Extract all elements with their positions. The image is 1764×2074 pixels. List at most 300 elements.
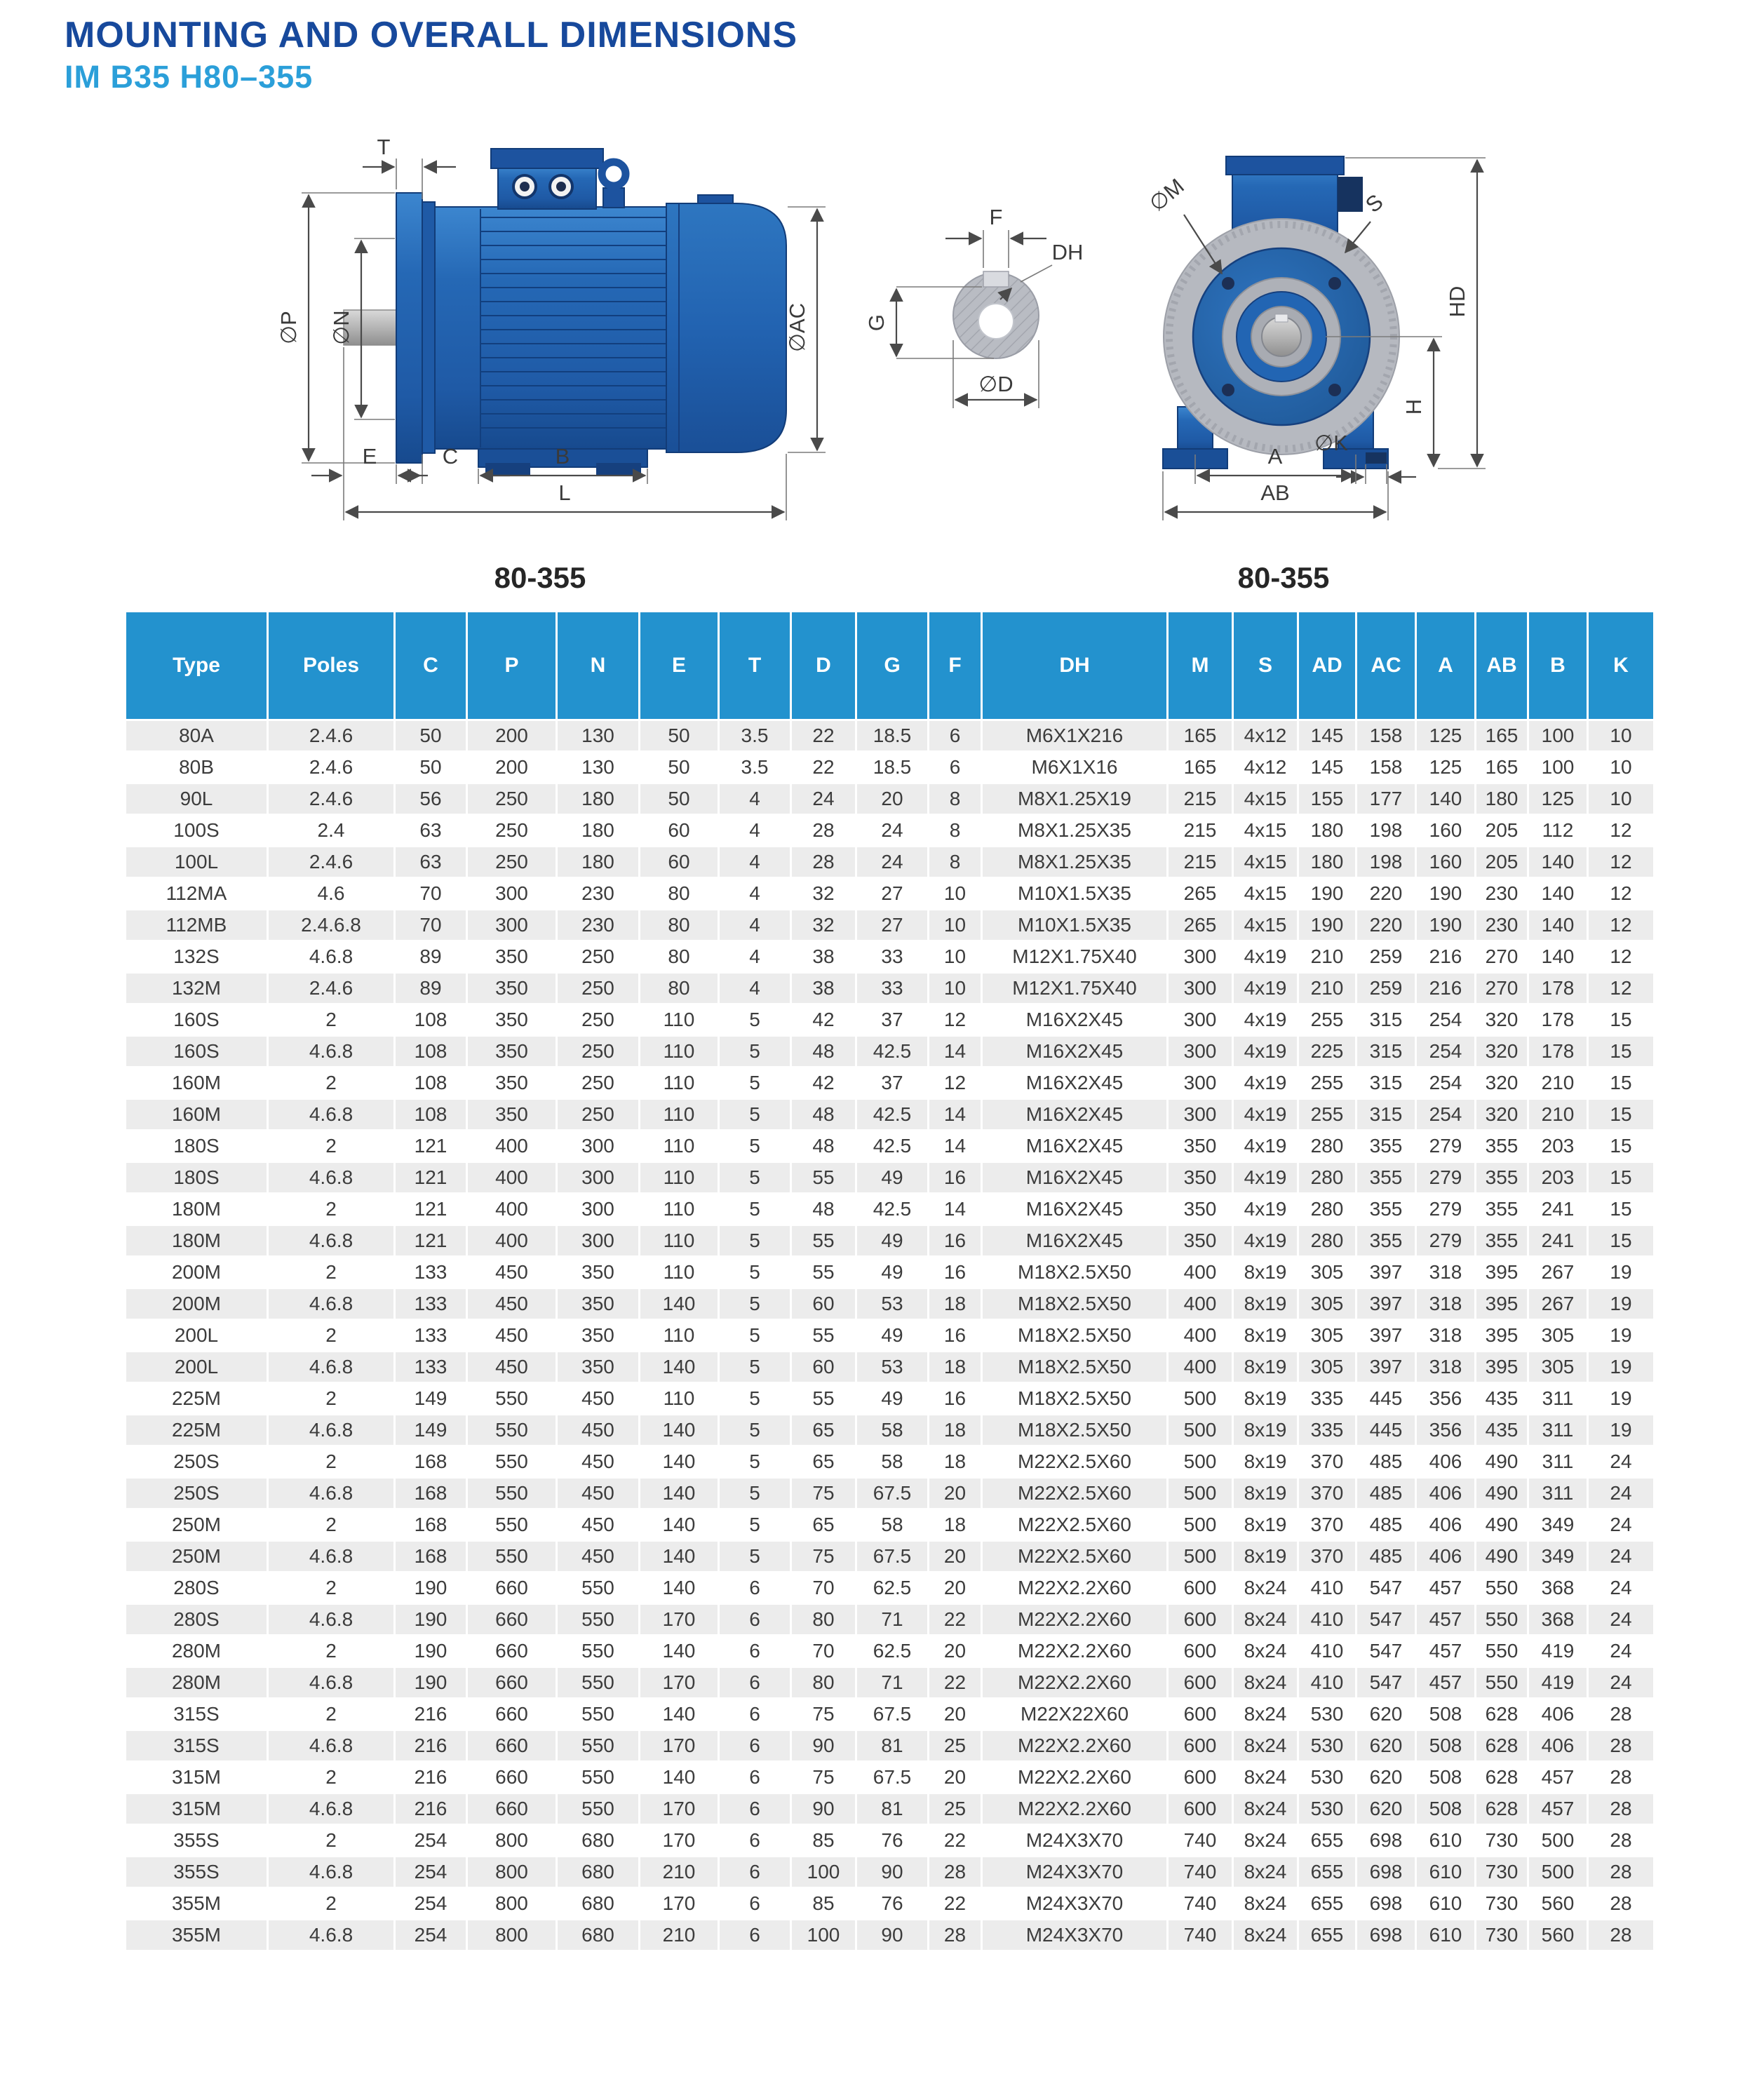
table-cell: 10 — [1589, 753, 1653, 782]
col-header-a: A — [1417, 612, 1474, 719]
table-cell: 110 — [640, 1226, 718, 1255]
table-cell: 19 — [1589, 1321, 1653, 1350]
table-cell: 800 — [468, 1920, 556, 1950]
shaft-detail-drawing — [864, 205, 1083, 408]
table-cell: 4.6 — [269, 879, 393, 908]
table-row — [126, 1889, 1653, 1918]
technical-drawings — [175, 133, 1669, 610]
table-cell: 530 — [1299, 1731, 1355, 1760]
table-cell: 81 — [857, 1731, 927, 1760]
table-cell: 22 — [929, 1889, 981, 1918]
table-row — [126, 942, 1653, 971]
table-cell: 457 — [1529, 1763, 1587, 1792]
table-cell: 49 — [857, 1384, 927, 1413]
table-cell: 628 — [1476, 1794, 1527, 1824]
table-cell: 5 — [720, 1194, 790, 1224]
dim-label-E: E — [362, 444, 377, 469]
table-cell: 53 — [857, 1289, 927, 1319]
table-cell: 4 — [720, 784, 790, 814]
table-cell: 22 — [929, 1826, 981, 1855]
table-cell: M6X1X216 — [983, 721, 1166, 750]
side-view-caption: 80-355 — [494, 561, 586, 594]
table-cell: 89 — [396, 974, 466, 1003]
table-row — [126, 1542, 1653, 1571]
table-cell: 5 — [720, 1163, 790, 1192]
table-cell: 215 — [1169, 847, 1232, 877]
table-cell: 5 — [720, 1415, 790, 1445]
table-cell: 90 — [857, 1920, 927, 1950]
table-cell: 254 — [396, 1889, 466, 1918]
table-cell: 370 — [1299, 1479, 1355, 1508]
table-cell: M16X2X45 — [983, 1163, 1166, 1192]
table-cell: 6 — [929, 753, 981, 782]
table-cell: 160 — [1417, 847, 1474, 877]
table-row — [126, 1194, 1653, 1224]
table-cell: 149 — [396, 1415, 466, 1445]
table-cell: 660 — [468, 1636, 556, 1666]
table-cell: 22 — [929, 1668, 981, 1697]
table-cell: 8x19 — [1234, 1510, 1297, 1540]
table-cell: 530 — [1299, 1794, 1355, 1824]
table-cell: 698 — [1357, 1920, 1415, 1950]
table-cell: 270 — [1476, 974, 1527, 1003]
table-cell: 300 — [1169, 1068, 1232, 1098]
table-cell: 740 — [1169, 1857, 1232, 1887]
table-cell: 90 — [857, 1857, 927, 1887]
table-cell: 355 — [1476, 1226, 1527, 1255]
table-cell: 5 — [720, 1384, 790, 1413]
dim-label-HD: HD — [1445, 285, 1469, 318]
table-cell: 121 — [396, 1226, 466, 1255]
table-cell: M22X2.2X60 — [983, 1668, 1166, 1697]
table-cell: 335 — [1299, 1415, 1355, 1445]
table-cell: 180S — [126, 1163, 267, 1192]
table-cell: M18X2.5X50 — [983, 1289, 1166, 1319]
table-cell: 610 — [1417, 1857, 1474, 1887]
table-cell: 280S — [126, 1573, 267, 1603]
table-cell: 20 — [929, 1573, 981, 1603]
table-cell: 305 — [1529, 1352, 1587, 1382]
table-cell: 24 — [1589, 1668, 1653, 1697]
table-cell: 16 — [929, 1258, 981, 1287]
table-cell: 500 — [1169, 1415, 1232, 1445]
col-header-poles: Poles — [269, 612, 393, 719]
table-row — [126, 784, 1653, 814]
table-cell: 406 — [1529, 1699, 1587, 1729]
table-cell: 4x19 — [1234, 1037, 1297, 1066]
table-cell: 450 — [558, 1384, 638, 1413]
table-cell: 315 — [1357, 1005, 1415, 1035]
table-cell: 730 — [1476, 1857, 1527, 1887]
table-cell: 8x24 — [1234, 1668, 1297, 1697]
table-cell: 108 — [396, 1100, 466, 1129]
table-cell: 280 — [1299, 1194, 1355, 1224]
foot-pad-front — [485, 463, 530, 476]
table-cell: 660 — [468, 1731, 556, 1760]
table-row — [126, 1068, 1653, 1098]
table-cell: 410 — [1299, 1573, 1355, 1603]
table-row — [126, 1447, 1653, 1476]
table-cell: 560 — [1529, 1920, 1587, 1950]
table-cell: 250 — [558, 1068, 638, 1098]
table-cell: 8x24 — [1234, 1636, 1297, 1666]
table-cell: 205 — [1476, 816, 1527, 845]
table-cell: 280S — [126, 1605, 267, 1634]
table-cell: 6 — [720, 1794, 790, 1824]
table-cell: 55 — [792, 1258, 855, 1287]
table-cell: 42 — [792, 1068, 855, 1098]
table-cell: 20 — [929, 1763, 981, 1792]
table-cell: 259 — [1357, 974, 1415, 1003]
col-header-ac: AC — [1357, 612, 1415, 719]
table-cell: 89 — [396, 942, 466, 971]
table-cell: 4x15 — [1234, 816, 1297, 845]
table-cell: 680 — [558, 1889, 638, 1918]
table-cell: 4x12 — [1234, 753, 1297, 782]
table-cell: 14 — [929, 1131, 981, 1161]
table-row — [126, 1794, 1653, 1824]
table-cell: 42 — [792, 1005, 855, 1035]
table-cell: 406 — [1417, 1510, 1474, 1540]
table-cell: 112 — [1529, 816, 1587, 845]
table-cell: 660 — [468, 1794, 556, 1824]
table-cell: 508 — [1417, 1731, 1474, 1760]
table-cell: 76 — [857, 1826, 927, 1855]
table-cell: 71 — [857, 1605, 927, 1634]
table-cell: 300 — [1169, 1037, 1232, 1066]
table-cell: 15 — [1589, 1194, 1653, 1224]
table-cell: 24 — [1589, 1447, 1653, 1476]
table-cell: 355M — [126, 1889, 267, 1918]
eyebolt — [602, 162, 626, 186]
table-cell: 6 — [720, 1636, 790, 1666]
table-row — [126, 1636, 1653, 1666]
table-cell: 178 — [1529, 1005, 1587, 1035]
table-cell: 190 — [1417, 910, 1474, 940]
table-cell: 2 — [269, 1068, 393, 1098]
table-row — [126, 1384, 1653, 1413]
table-cell: 5 — [720, 1131, 790, 1161]
col-header-t: T — [720, 612, 790, 719]
table-cell: 4.6.8 — [269, 1289, 393, 1319]
table-cell: 4x15 — [1234, 784, 1297, 814]
table-cell: M24X3X70 — [983, 1857, 1166, 1887]
table-cell: 2 — [269, 1447, 393, 1476]
table-cell: 450 — [558, 1415, 638, 1445]
table-cell: M16X2X45 — [983, 1194, 1166, 1224]
table-cell: 180M — [126, 1194, 267, 1224]
table-cell: 220 — [1357, 879, 1415, 908]
table-cell: 550 — [468, 1479, 556, 1508]
table-cell: 318 — [1417, 1352, 1474, 1382]
table-cell: 300 — [558, 1131, 638, 1161]
table-cell: M18X2.5X50 — [983, 1415, 1166, 1445]
table-cell: 140 — [640, 1542, 718, 1571]
table-cell: 55 — [792, 1321, 855, 1350]
table-cell: 210 — [1299, 974, 1355, 1003]
table-cell: 350 — [1169, 1131, 1232, 1161]
front-view-caption: 80-355 — [1237, 561, 1330, 594]
table-cell: 350 — [558, 1352, 638, 1382]
table-cell: 4.6.8 — [269, 1920, 393, 1950]
table-cell: M16X2X45 — [983, 1131, 1166, 1161]
table-cell: 250 — [558, 942, 638, 971]
table-cell: 560 — [1529, 1889, 1587, 1918]
table-cell: 4 — [720, 942, 790, 971]
table-cell: 10 — [1589, 721, 1653, 750]
table-cell: 140 — [640, 1763, 718, 1792]
table-cell: 547 — [1357, 1636, 1415, 1666]
flange — [396, 193, 422, 463]
table-cell: 547 — [1357, 1668, 1415, 1697]
table-cell: 4.6.8 — [269, 1857, 393, 1887]
table-cell: 550 — [558, 1636, 638, 1666]
table-cell: 49 — [857, 1163, 927, 1192]
table-cell: 355 — [1357, 1226, 1415, 1255]
table-cell: 19 — [1589, 1289, 1653, 1319]
table-cell: 4x19 — [1234, 974, 1297, 1003]
table-cell: 190 — [1299, 910, 1355, 940]
table-row — [126, 1100, 1653, 1129]
table-cell: 6 — [720, 1763, 790, 1792]
table-cell: 190 — [396, 1636, 466, 1666]
table-cell: 300 — [558, 1194, 638, 1224]
table-cell: 485 — [1357, 1542, 1415, 1571]
table-cell: 406 — [1417, 1479, 1474, 1508]
table-cell: 300 — [1169, 1005, 1232, 1035]
dim-label-B: B — [555, 444, 570, 469]
table-row — [126, 816, 1653, 845]
table-cell: 500 — [1169, 1542, 1232, 1571]
table-cell: 5 — [720, 1510, 790, 1540]
table-cell: 680 — [558, 1857, 638, 1887]
table-cell: 255 — [1299, 1005, 1355, 1035]
table-cell: 145 — [1299, 721, 1355, 750]
table-cell: 22 — [929, 1605, 981, 1634]
dim-label-AC: ∅AC — [785, 302, 809, 353]
table-cell: 265 — [1169, 879, 1232, 908]
table-cell: 16 — [929, 1163, 981, 1192]
table-cell: 32 — [792, 910, 855, 940]
dim-label-P: ∅P — [276, 311, 301, 344]
table-cell: 140 — [640, 1636, 718, 1666]
table-cell: 550 — [468, 1542, 556, 1571]
table-cell: 28 — [792, 847, 855, 877]
table-cell: 368 — [1529, 1573, 1587, 1603]
table-cell: 250 — [558, 1100, 638, 1129]
table-cell: 63 — [396, 816, 466, 845]
table-cell: 550 — [468, 1447, 556, 1476]
table-cell: M16X2X45 — [983, 1226, 1166, 1255]
flange-ring — [422, 202, 435, 453]
table-cell: 180 — [558, 816, 638, 845]
table-cell: 28 — [792, 816, 855, 845]
table-cell: 250S — [126, 1479, 267, 1508]
table-cell: 170 — [640, 1731, 718, 1760]
table-cell: 457 — [1417, 1636, 1474, 1666]
table-cell: 2 — [269, 1131, 393, 1161]
table-cell: M22X2.2X60 — [983, 1763, 1166, 1792]
table-cell: 56 — [396, 784, 466, 814]
table-cell: 4x19 — [1234, 1100, 1297, 1129]
table-cell: 4 — [720, 847, 790, 877]
table-cell: 10 — [1589, 784, 1653, 814]
table-cell: 230 — [1476, 910, 1527, 940]
table-cell: 318 — [1417, 1289, 1474, 1319]
front-view-drawing — [1145, 156, 1486, 594]
table-cell: 279 — [1417, 1163, 1474, 1192]
table-cell: 355S — [126, 1826, 267, 1855]
table-cell: 180 — [558, 784, 638, 814]
front-terminal-box-lid — [1226, 156, 1344, 175]
table-cell: 180 — [1476, 784, 1527, 814]
table-cell: 19 — [1589, 1352, 1653, 1382]
table-cell: 280M — [126, 1668, 267, 1697]
table-cell: 215 — [1169, 784, 1232, 814]
foot-pad-rear — [596, 463, 641, 476]
table-cell: 730 — [1476, 1826, 1527, 1855]
table-cell: 550 — [558, 1794, 638, 1824]
table-cell: 8x24 — [1234, 1889, 1297, 1918]
col-header-c: C — [396, 612, 466, 719]
table-cell: 18 — [929, 1289, 981, 1319]
table-cell: 48 — [792, 1100, 855, 1129]
table-cell: 490 — [1476, 1447, 1527, 1476]
table-cell: 67.5 — [857, 1542, 927, 1571]
table-cell: 254 — [396, 1920, 466, 1950]
table-cell: 55 — [792, 1226, 855, 1255]
dim-label-K: ∅K — [1314, 431, 1348, 455]
table-row — [126, 1605, 1653, 1634]
cable-gland-left-hole — [520, 182, 530, 191]
table-cell: 355 — [1357, 1163, 1415, 1192]
table-cell: 370 — [1299, 1542, 1355, 1571]
table-cell: 5 — [720, 1226, 790, 1255]
table-cell: 190 — [396, 1668, 466, 1697]
table-cell: 485 — [1357, 1510, 1415, 1540]
table-cell: 350 — [558, 1258, 638, 1287]
table-cell: 547 — [1357, 1605, 1415, 1634]
table-cell: 81 — [857, 1794, 927, 1824]
table-cell: 8x24 — [1234, 1573, 1297, 1603]
table-cell: 178 — [1529, 974, 1587, 1003]
table-cell: 349 — [1529, 1542, 1587, 1571]
table-cell: 800 — [468, 1857, 556, 1887]
table-cell: M22X2.5X60 — [983, 1447, 1166, 1476]
table-cell: 70 — [396, 910, 466, 940]
table-cell: 65 — [792, 1415, 855, 1445]
table-cell: 445 — [1357, 1415, 1415, 1445]
side-view-drawing — [276, 135, 826, 594]
table-cell: 485 — [1357, 1479, 1415, 1508]
table-cell: 158 — [1357, 721, 1415, 750]
table-cell: 600 — [1169, 1731, 1232, 1760]
col-header-f: F — [929, 612, 981, 719]
table-cell: 200M — [126, 1258, 267, 1287]
table-cell: M16X2X45 — [983, 1005, 1166, 1035]
table-cell: 550 — [558, 1573, 638, 1603]
table-cell: 203 — [1529, 1131, 1587, 1161]
table-cell: 419 — [1529, 1636, 1587, 1666]
table-cell: 355M — [126, 1920, 267, 1950]
table-cell: 4.6.8 — [269, 1605, 393, 1634]
table-cell: 25 — [929, 1794, 981, 1824]
table-cell: 4x19 — [1234, 1226, 1297, 1255]
table-cell: 241 — [1529, 1226, 1587, 1255]
table-cell: 140 — [640, 1699, 718, 1729]
table-cell: 435 — [1476, 1384, 1527, 1413]
table-cell: 370 — [1299, 1447, 1355, 1476]
table-cell: 740 — [1169, 1889, 1232, 1918]
table-cell: 620 — [1357, 1794, 1415, 1824]
table-cell: 4x19 — [1234, 1131, 1297, 1161]
table-cell: 530 — [1299, 1699, 1355, 1729]
table-row — [126, 1920, 1653, 1950]
table-cell: 4.6.8 — [269, 942, 393, 971]
table-cell: 22 — [792, 753, 855, 782]
table-cell: 8x19 — [1234, 1415, 1297, 1445]
table-cell: 311 — [1529, 1415, 1587, 1445]
table-cell: 8x24 — [1234, 1794, 1297, 1824]
table-cell: 450 — [558, 1542, 638, 1571]
keyway — [983, 271, 1009, 287]
dim-label-F: F — [989, 205, 1003, 229]
table-cell: 28 — [1589, 1763, 1653, 1792]
table-cell: M24X3X70 — [983, 1889, 1166, 1918]
table-cell: 610 — [1417, 1826, 1474, 1855]
table-cell: 170 — [640, 1826, 718, 1855]
table-cell: 550 — [468, 1510, 556, 1540]
table-cell: 2 — [269, 1510, 393, 1540]
table-cell: 170 — [640, 1668, 718, 1697]
table-cell: 355S — [126, 1857, 267, 1887]
table-cell: 550 — [558, 1763, 638, 1792]
table-cell: 250 — [558, 1005, 638, 1035]
table-cell: 200L — [126, 1321, 267, 1350]
table-cell: 315M — [126, 1794, 267, 1824]
table-cell: 180 — [1299, 816, 1355, 845]
table-cell: 3.5 — [720, 721, 790, 750]
table-cell: 410 — [1299, 1636, 1355, 1666]
table-cell: 12 — [1589, 974, 1653, 1003]
table-cell: 8x19 — [1234, 1258, 1297, 1287]
table-cell: 108 — [396, 1068, 466, 1098]
table-cell: 110 — [640, 1131, 718, 1161]
table-cell: 250M — [126, 1510, 267, 1540]
table-cell: 76 — [857, 1889, 927, 1918]
table-row — [126, 721, 1653, 750]
table-cell: 2 — [269, 1636, 393, 1666]
table-cell: 356 — [1417, 1384, 1474, 1413]
table-cell: 698 — [1357, 1826, 1415, 1855]
table-cell: 12 — [1589, 879, 1653, 908]
table-cell: 355 — [1357, 1194, 1415, 1224]
table-header-row — [126, 612, 1653, 719]
table-cell: 60 — [640, 816, 718, 845]
table-row — [126, 1731, 1653, 1760]
table-cell: 165 — [1476, 753, 1527, 782]
table-cell: 140 — [640, 1573, 718, 1603]
dim-label-L: L — [558, 480, 571, 505]
table-cell: 18.5 — [857, 753, 927, 782]
table-cell: 28 — [1589, 1699, 1653, 1729]
table-cell: 655 — [1299, 1889, 1355, 1918]
table-cell: 490 — [1476, 1510, 1527, 1540]
table-cell: 8x19 — [1234, 1447, 1297, 1476]
dim-label-DH: DH — [1051, 240, 1084, 264]
table-cell: 550 — [558, 1668, 638, 1697]
table-cell: 170 — [640, 1794, 718, 1824]
